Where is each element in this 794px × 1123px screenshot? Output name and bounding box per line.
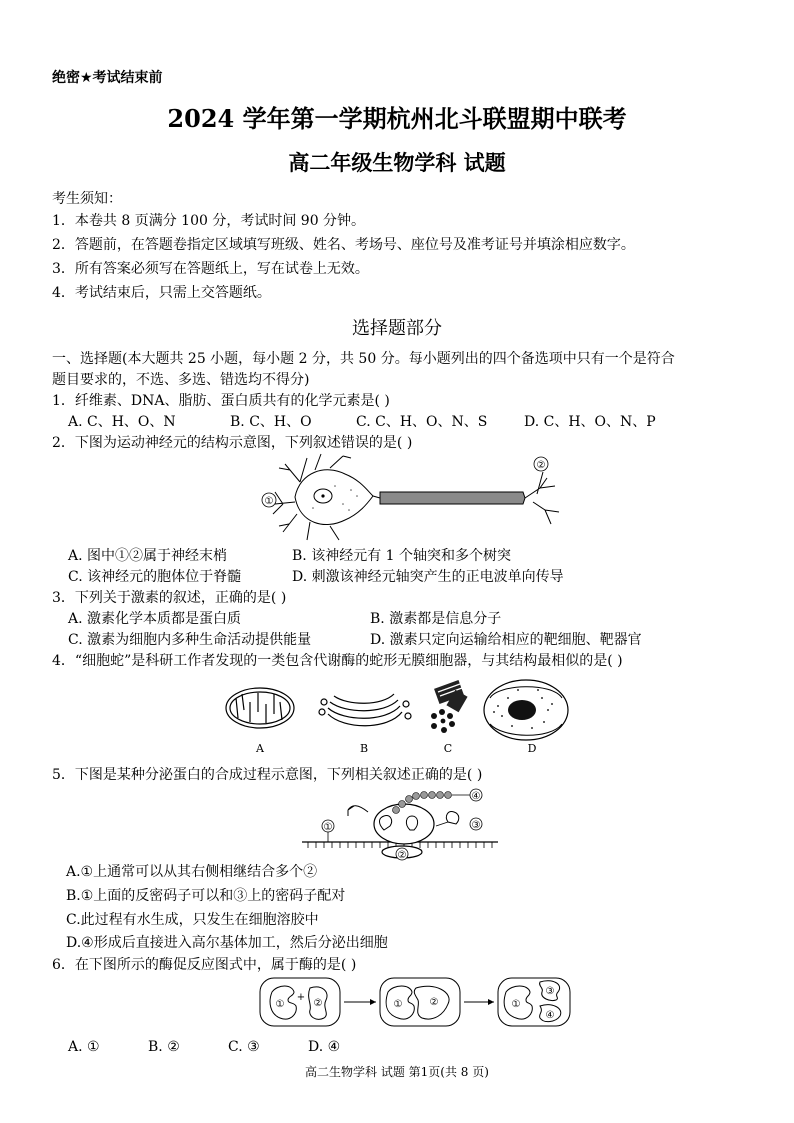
q4-label-d: D xyxy=(527,742,537,755)
q5-label-4: ④ xyxy=(471,791,481,802)
exam-subtitle: 高二年级生物学科 试题 xyxy=(288,150,506,175)
q1-option-b: B. C、H、O xyxy=(230,414,312,430)
q1-option-a: A. C、H、O、N xyxy=(68,414,176,430)
section-intro-line1: 一、选择题(本大题共 25 小题，每小题 2 分，共 50 分。每小题列出的四个备选项中只有一个是符合 xyxy=(52,351,675,367)
q1-stem: 1．纤维素、DNA、脂肪、蛋白质共有的化学元素是( ) xyxy=(52,393,390,409)
notice-heading: 考生须知： xyxy=(52,191,122,207)
q4-label-a: A xyxy=(256,742,264,755)
q2-option-a: A. 图中①②属于神经末梢 xyxy=(68,548,228,564)
q6-label-2b: ② xyxy=(429,997,439,1008)
q4-label-c: C xyxy=(443,742,453,755)
q6-stem: 6．在下图所示的酶促反应图式中，属于酶的是( ) xyxy=(52,957,357,973)
q4-stem: 4．“细胞蛇”是科研工作者发现的一类包含代谢酶的蛇形无膜细胞器，与其结构最相似的是( ) xyxy=(52,653,623,669)
q2-option-b: B. 该神经元有 1 个轴突和多个树突 xyxy=(292,548,511,564)
q5-label-3: ③ xyxy=(471,820,481,831)
q5-label-1: ① xyxy=(323,822,333,833)
q2-option-d: D. 刺激该神经元轴突产生的正电波单向传导 xyxy=(292,569,564,585)
q6-label-1b: ① xyxy=(393,999,403,1010)
q5-option-c: C.此过程有水生成，只发生在细胞溶胶中 xyxy=(66,912,319,928)
q3-stem: 3．下列关于激素的叙述，正确的是( ) xyxy=(52,590,287,606)
section-intro-line2: 题目要求的，不选、多选、错选均不得分) xyxy=(52,372,310,388)
q1-option-d: D. C、H、O、N、P xyxy=(524,414,656,430)
q6-label-4: ④ xyxy=(545,1010,555,1021)
q2-stem: 2．下图为运动神经元的结构示意图，下列叙述错误的是( ) xyxy=(52,435,413,451)
notice-item-1: 1．本卷共 8 页满分 100 分，考试时间 90 分钟。 xyxy=(52,213,366,229)
confidential-mark: 绝密★考试结束前 xyxy=(52,70,163,86)
q6-label-3: ③ xyxy=(545,986,555,997)
q5-label-2: ② xyxy=(397,850,407,861)
neuron-diagram xyxy=(255,452,565,542)
q6-option-d: D. ④ xyxy=(308,1039,341,1055)
exam-title: 2024 学年第一学期杭州北斗联盟期中联考 xyxy=(167,104,627,133)
q2-label-1: ① xyxy=(264,496,274,507)
centrosome-figure xyxy=(431,680,468,733)
q5-option-b: B.①上面的反密码子可以和③上的密码子配对 xyxy=(66,888,346,904)
q6-label-2a: ② xyxy=(313,998,323,1009)
section-title: 选择题部分 xyxy=(352,318,442,339)
q6-plus: + xyxy=(296,992,306,1003)
notice-item-4: 4．考试结束后，只需上交答题纸。 xyxy=(52,285,271,301)
organelle-figures xyxy=(222,676,576,758)
q6-label-1c: ① xyxy=(511,999,521,1010)
q6-option-c: C. ③ xyxy=(228,1039,260,1055)
q5-option-d: D.④形成后直接进入高尔基体加工，然后分泌出细胞 xyxy=(66,935,388,951)
q4-label-b: B xyxy=(359,742,369,755)
q6-option-a: A. ① xyxy=(68,1039,100,1055)
q6-label-1a: ① xyxy=(275,999,285,1010)
q3-option-c: C. 激素为细胞内多种生命活动提供能量 xyxy=(68,632,312,648)
q5-option-a: A.①上通常可以从其右侧相继结合多个② xyxy=(66,864,318,880)
q1-option-c: C. C、H、O、N、S xyxy=(356,414,488,430)
q2-label-2: ② xyxy=(536,460,546,471)
mitochondrion-figure xyxy=(226,688,294,728)
notice-item-2: 2．答题前，在答题卷指定区域填写班级、姓名、考场号、座位号及准考证号并填涂相应数字。 xyxy=(52,237,635,253)
q3-option-b: B. 激素都是信息分子 xyxy=(370,611,502,627)
notice-item-3: 3．所有答案必须写在答题纸上，写在试卷上无效。 xyxy=(52,261,369,277)
q6-option-b: B. ② xyxy=(148,1039,180,1055)
q5-stem: 5．下图是某种分泌蛋白的合成过程示意图，下列相关叙述正确的是( ) xyxy=(52,767,483,783)
q3-option-a: A. 激素化学本质都是蛋白质 xyxy=(68,611,242,627)
q3-option-d: D. 激素只定向运输给相应的靶细胞、靶器官 xyxy=(370,632,642,648)
golgi-figure xyxy=(319,694,411,726)
nucleus-cell-figure xyxy=(484,680,568,740)
protein-synthesis-diagram xyxy=(298,786,503,862)
enzyme-reaction-diagram xyxy=(258,974,574,1032)
q2-option-c: C. 该神经元的胞体位于脊髓 xyxy=(68,569,242,585)
page-footer: 高二生物学科 试题 第1页(共 8 页) xyxy=(305,1065,489,1079)
